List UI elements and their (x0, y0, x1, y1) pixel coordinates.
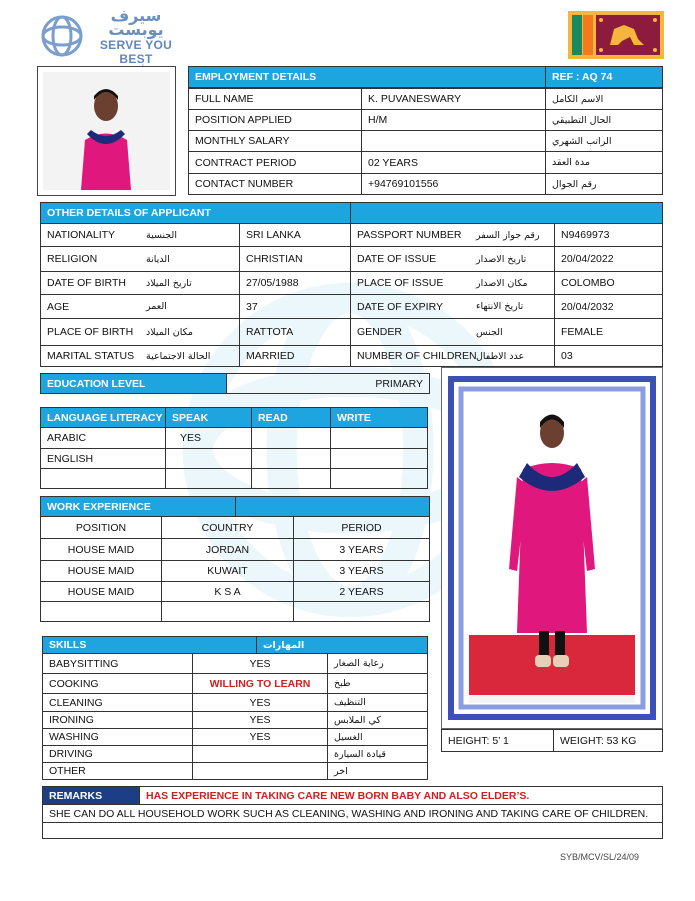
employment-label-arabic: الاسم الكامل (545, 88, 663, 110)
remarks-empty-row (42, 822, 663, 839)
work-experience-header: WORK EXPERIENCE (40, 496, 236, 517)
other-label-right: DATE OF ISSUE (350, 246, 555, 272)
other-label-left: DATE OF BIRTH (40, 271, 240, 295)
skill-value: YES (192, 728, 328, 746)
other-value-right: 03 (554, 345, 663, 367)
sri-lanka-flag (568, 11, 664, 59)
other-value-left: 37 (239, 294, 351, 319)
work-experience-cell: 2 YEARS (293, 581, 430, 602)
employment-label: FULL NAME (188, 88, 362, 110)
other-label-left-arabic: العمر (146, 301, 167, 312)
employment-label-arabic: الراتب الشهري (545, 130, 663, 152)
weight-value: WEIGHT: 53 KG (553, 729, 663, 752)
employment-label: MONTHLY SALARY (188, 130, 362, 152)
skills-header-arabic: المهارات (256, 636, 428, 654)
work-experience-cell: HOUSE MAID (40, 560, 162, 582)
language-cell (165, 468, 252, 489)
other-label-left: RELIGION (40, 246, 240, 272)
remarks-highlight: HAS EXPERIENCE IN TAKING CARE NEW BORN BABY AND ALSO ELDER’S. (139, 786, 663, 805)
language-cell: YES (165, 427, 252, 449)
other-label-left: PLACE OF BIRTH (40, 318, 240, 346)
other-label-right: NUMBER OF CHILDREN (350, 345, 555, 367)
work-experience-cell (40, 601, 162, 622)
skill-label: OTHER (42, 762, 193, 780)
education-level-header: EDUCATION LEVEL (40, 373, 227, 394)
other-label-left-arabic: الجنسية (146, 229, 177, 241)
language-header-cell: READ (251, 407, 331, 428)
skill-value: YES (192, 653, 328, 674)
skill-value (192, 745, 328, 763)
work-column-header: COUNTRY (161, 516, 294, 539)
other-label-left: MARITAL STATUS (40, 345, 240, 367)
agency-name-english: SERVE YOU BEST (99, 38, 173, 66)
other-value-right: N9469973 (554, 223, 663, 247)
employment-label-arabic: مدة العقد (545, 151, 663, 174)
remarks-text: SHE CAN DO ALL HOUSEHOLD WORK SUCH AS CLEANING, WASHING AND IRONING AND TAKING CARE OF CHILDREN. (42, 804, 663, 823)
language-cell: ARABIC (40, 427, 166, 449)
skill-label-arabic: طبخ (327, 673, 428, 694)
other-label-right-arabic: تاريخ الاصدار (476, 253, 527, 265)
remarks-header: REMARKS (42, 786, 140, 805)
other-label-right: GENDER (350, 318, 555, 346)
other-value-right: 20/04/2022 (554, 246, 663, 272)
work-experience-cell: K S A (161, 581, 294, 602)
skill-value (192, 762, 328, 780)
other-label-left-arabic: مكان الميلاد (146, 326, 194, 338)
employment-value: 02 YEARS (361, 151, 546, 174)
skill-label-arabic: قيادة السيارة (327, 745, 428, 763)
other-value-right: COLOMBO (554, 271, 663, 295)
language-cell (165, 448, 252, 469)
employment-value (361, 130, 546, 152)
other-label-left: NATIONALITY (40, 223, 240, 247)
language-header-cell: SPEAK (165, 407, 252, 428)
language-cell (330, 427, 428, 449)
height-value: HEIGHT: 5’ 1 (441, 729, 554, 752)
other-value-left: RATTOTA (239, 318, 351, 346)
employment-value: K. PUVANESWARY (361, 88, 546, 110)
skill-label-arabic: رعاية الصغار (327, 653, 428, 674)
skill-value: YES (192, 693, 328, 712)
skill-label: WASHING (42, 728, 193, 746)
employment-value: +94769101556 (361, 173, 546, 195)
language-cell (251, 427, 331, 449)
reference-number: REF : AQ 74 (545, 66, 663, 88)
other-label-right-arabic: تاريخ الانتهاء (476, 301, 524, 312)
work-experience-cell: HOUSE MAID (40, 538, 162, 561)
skill-label-arabic: اخر (327, 762, 428, 780)
other-value-left: 27/05/1988 (239, 271, 351, 295)
skill-label: COOKING (42, 673, 193, 694)
employment-label-arabic: الحال التطبيقي (545, 109, 663, 131)
other-label-right: PLACE OF ISSUE (350, 271, 555, 295)
employment-label-arabic: رقم الجوال (545, 173, 663, 195)
work-experience-cell: 3 YEARS (293, 538, 430, 561)
other-label-right-arabic: رقم جواز السفر (476, 229, 540, 241)
skill-label: IRONING (42, 711, 193, 729)
other-label-left-arabic: تاريخ الميلاد (146, 277, 192, 289)
employment-label: POSITION APPLIED (188, 109, 362, 131)
language-cell (251, 468, 331, 489)
skill-label-arabic: التنظيف (327, 693, 428, 712)
other-details-header-spacer (350, 202, 663, 224)
work-experience-header-spacer (235, 496, 430, 517)
applicant-portrait-photo (37, 66, 176, 196)
other-value-right: FEMALE (554, 318, 663, 346)
language-cell: ENGLISH (40, 448, 166, 469)
employment-value: H/M (361, 109, 546, 131)
skill-label: CLEANING (42, 693, 193, 712)
skill-label-arabic: الغسيل (327, 728, 428, 746)
other-label-right: PASSPORT NUMBER (350, 223, 555, 247)
language-cell (330, 448, 428, 469)
applicant-full-photo (441, 367, 663, 729)
education-level-value: PRIMARY (226, 373, 430, 394)
language-header-cell: WRITE (330, 407, 428, 428)
skill-label-arabic: كي الملابس (327, 711, 428, 729)
work-experience-cell (161, 601, 294, 622)
other-value-left: SRI LANKA (239, 223, 351, 247)
skill-label: BABYSITTING (42, 653, 193, 674)
skill-value: WILLING TO LEARN (192, 673, 328, 694)
skills-header: SKILLS (42, 636, 257, 654)
other-label-right-arabic: مكان الاصدار (476, 277, 528, 289)
language-cell (330, 468, 428, 489)
other-label-left-arabic: الديانة (146, 253, 170, 265)
document-code: SYB/MCV/SL/24/09 (560, 852, 640, 862)
work-experience-cell: KUWAIT (161, 560, 294, 582)
work-column-header: PERIOD (293, 516, 430, 539)
language-cell (40, 468, 166, 489)
other-label-right-arabic: عدد الاطفال (476, 350, 525, 362)
employment-label: CONTRACT PERIOD (188, 151, 362, 174)
work-experience-cell: 3 YEARS (293, 560, 430, 582)
other-value-left: CHRISTIAN (239, 246, 351, 272)
other-label-left: AGE (40, 294, 240, 319)
skill-label: DRIVING (42, 745, 193, 763)
employment-details-header: EMPLOYMENT DETAILS (188, 66, 546, 88)
work-column-header: POSITION (40, 516, 162, 539)
other-value-left: MARRIED (239, 345, 351, 367)
work-experience-cell: HOUSE MAID (40, 581, 162, 602)
language-cell (251, 448, 331, 469)
other-label-right: DATE OF EXPIRY (350, 294, 555, 319)
other-value-right: 20/04/2032 (554, 294, 663, 319)
language-header-cell: LANGUAGE LITERACY (40, 407, 166, 428)
agency-name-arabic: سيرف يوبست (108, 8, 164, 39)
employment-label: CONTACT NUMBER (188, 173, 362, 195)
other-label-left-arabic: الحالة الاجتماعية (146, 350, 211, 362)
work-experience-cell: JORDAN (161, 538, 294, 561)
skill-value: YES (192, 711, 328, 729)
work-experience-cell (293, 601, 430, 622)
other-details-header: OTHER DETAILS OF APPLICANT (40, 202, 351, 224)
other-label-right-arabic: الجنس (476, 326, 503, 338)
